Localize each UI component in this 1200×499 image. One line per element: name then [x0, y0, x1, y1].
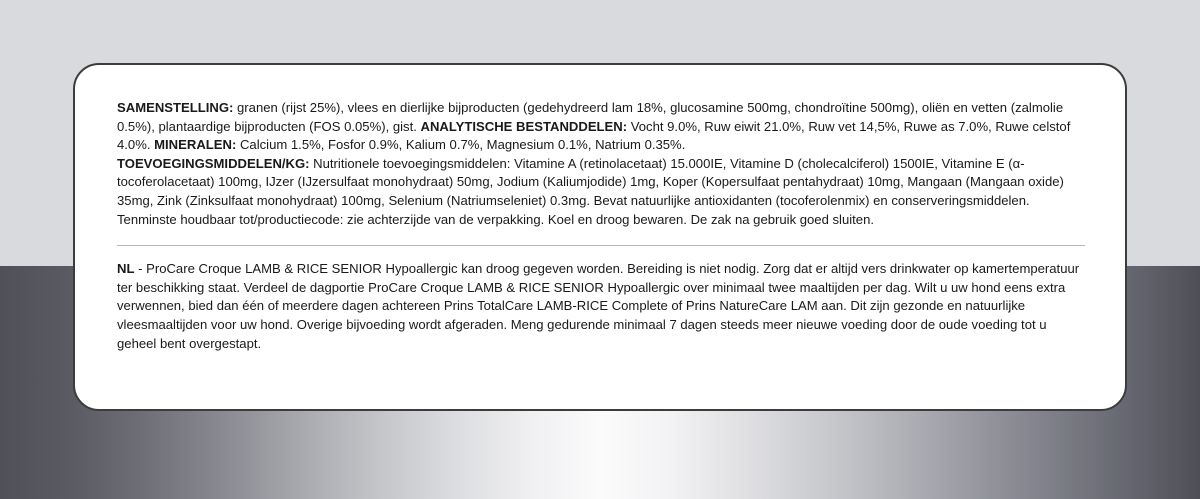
minerals-heading: MINERALEN: [154, 137, 237, 153]
composition-text: granen (rijst 25%), vlees en dierlijke bijproducten (gedehydreerd lam 18%, glucosamine 500mg, chondroïtine 500mg), oliën en vetten (zalmolie 0.5%), plantaardige bijproducten (FOS 0.05%), gist. [117, 100, 1064, 134]
composition-block [117, 99, 1085, 229]
language-tag-nl: NL [117, 261, 135, 277]
additives-paragraph [117, 155, 1085, 229]
analytical-constituents-heading: ANALYTISCHE BESTANDDELEN: [420, 118, 628, 134]
ingredients-label-panel [73, 63, 1127, 411]
analytical-constituents-text: Vocht 9.0%, Ruw eiwit 21.0%, Ruw vet 14,5%, Ruwe as 7.0%, Ruwe celstof 4.0%. [117, 118, 1071, 153]
feeding-instructions-text: - ProCare Croque LAMB & RICE SENIOR Hypoallergic kan droog gegeven worden. Bereiding is niet nodig. Zorg dat er altijd vers drinkwater op kamertemperatuur ter beschikking staat. Verdeel de dagportie ProCare Croque LAMB & RICE SENIOR Hypoallergic over minimaal twee maaltijden per dag. Wilt u uw hond eens extra verwennen, bied dan één of meerdere dagen achtereen Prins TotalCare LAMB-RICE Complete of Prins NatureCare LAM aan. Dit zijn gezonde en natuurlijke vleesmaaltijden voor uw hond. Overige bijvoeding wordt afgeraden. Meng gedurende minimaal 7 dagen steeds meer nieuwe voeding door de oude voeding tot u geheel bent overgestapt. [117, 261, 1080, 351]
section-divider [117, 245, 1085, 246]
additives-text: Nutritionele toevoegingsmiddelen: Vitamine A (retinolacetaat) 15.000IE, Vitamine D (cholecalciferol) 1500IE, Vitamine E (α-tocoferolacetaat) 100mg, IJzer (IJzersulfaat monohydraat) 50mg, Jodium (Kaliumjodide) 1mg, Koper (Kopersulfaat pentahydraat) 10mg, Mangaan (Mangaan oxide) 35mg, Zink (Zinksulfaat monohydraat) 100mg, Selenium (Natriumseleniet) 0.3mg. Bevat natuurlijke antioxidanten (tocoferolenmix) en conserveringsmiddelen. Tenminste houdbaar tot/productiecode: zie achterzijde van de verpakking. Koel en droog bewaren. De zak na gebruik goed sluiten. [117, 155, 1064, 227]
additives-heading: TOEVOEGINGSMIDDELEN/KG: [117, 155, 310, 171]
composition-paragraph [117, 99, 1085, 155]
minerals-text: Calcium 1.5%, Fosfor 0.9%, Kalium 0.7%, Magnesium 0.1%, Natrium 0.35%. [236, 137, 686, 153]
feeding-instructions-paragraph [117, 260, 1085, 353]
feeding-instructions-block [117, 260, 1085, 353]
composition-heading: SAMENSTELLING: [117, 100, 234, 115]
